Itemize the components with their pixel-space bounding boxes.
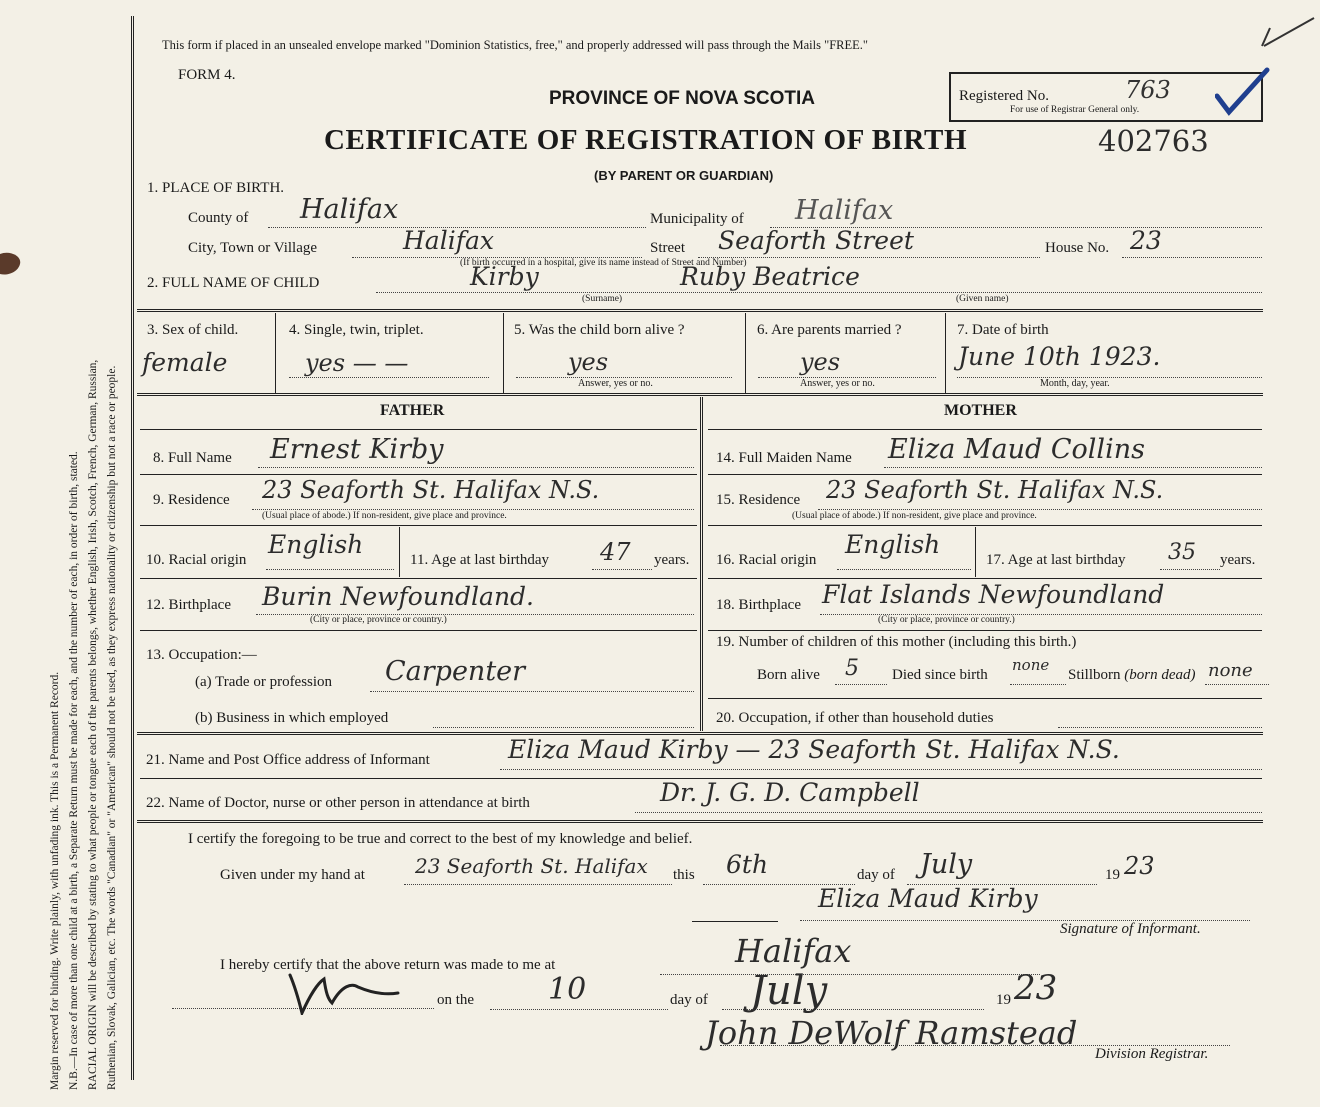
- father-residence-label: 9. Residence: [153, 492, 230, 508]
- given-day-value: 6th: [726, 850, 769, 879]
- single-value: yes — —: [305, 349, 409, 377]
- municipality-value: Halifax: [795, 195, 894, 226]
- row-line-d-left: [140, 578, 697, 579]
- divider-4: [137, 820, 1263, 823]
- row-line-b-right: [708, 474, 1262, 475]
- row-line-b-left: [140, 474, 697, 475]
- row-line-a-left: [140, 429, 697, 430]
- margin-line-4: Ruthenian, Slovak, Galician, etc. The words "Canadian" or "American" should not be used, as they express nationality or citizenship but not a race or people.: [106, 365, 118, 1090]
- mother-residence-label: 15. Residence: [716, 492, 801, 508]
- certificate-subtitle: (BY PARENT OR GUARDIAN): [594, 168, 774, 183]
- center-divider: [700, 397, 703, 731]
- father-birthplace-value: Burin Newfoundland.: [262, 582, 534, 611]
- corner-check-icon: [1260, 12, 1316, 52]
- doctor-value: Dr. J. G. D. Campbell: [660, 778, 920, 807]
- registrar-signature: John DeWolf Ramstead: [705, 1014, 1078, 1052]
- alive-label: 5. Was the child born alive ?: [514, 322, 685, 338]
- father-age-label: 11. Age at last birthday: [410, 552, 549, 568]
- given-label: Given under my hand at: [220, 867, 365, 883]
- married-label: 6. Are parents married ?: [757, 322, 902, 338]
- street-line: [698, 257, 1040, 258]
- registrar-only-note: For use of Registrar General only.: [1010, 105, 1140, 115]
- row-line-d-right: [708, 578, 1262, 579]
- house-value: 23: [1130, 226, 1162, 255]
- father-name-value: Ernest Kirby: [270, 434, 444, 465]
- registrar-on-the-label: on the: [437, 992, 475, 1008]
- children-count-label: 19. Number of children of this mother (including this birth.): [716, 634, 1077, 650]
- city-value: Halifax: [403, 226, 494, 255]
- mother-racial-line: [837, 569, 971, 570]
- mother-birthplace-value: Flat Islands Newfoundland: [822, 580, 1165, 609]
- mother-age-label: 17. Age at last birthday: [986, 552, 1126, 568]
- trade-label: (a) Trade or profession: [195, 674, 333, 690]
- city-label: City, Town or Village: [188, 240, 318, 256]
- mother-name-value: Eliza Maud Collins: [888, 434, 1145, 465]
- col-div-1: [275, 313, 276, 393]
- married-value: yes: [800, 348, 841, 376]
- divider-1: [137, 309, 1263, 312]
- surname-note: (Surname): [582, 294, 623, 304]
- informant-value: Eliza Maud Kirby — 23 Seaforth St. Halifax N.S.: [508, 735, 1120, 764]
- street-value: Seaforth Street: [718, 226, 914, 255]
- mother-abode-note: (Usual place of abode.) If non-resident, give place and province.: [792, 511, 1037, 521]
- child-name-label: 2. FULL NAME OF CHILD: [147, 275, 320, 291]
- registrar-day-line: [490, 1009, 668, 1010]
- binding-line: [131, 16, 134, 1080]
- registrar-day-value: 10: [548, 972, 587, 1007]
- house-label: House No.: [1045, 240, 1110, 256]
- trade-value: Carpenter: [385, 656, 526, 687]
- house-line: [1122, 257, 1262, 258]
- occupation-label: 13. Occupation:—: [146, 647, 257, 663]
- stillborn-text: Stillborn: [1068, 667, 1121, 683]
- registrar-month-value: July: [750, 968, 828, 1014]
- mother-name-label: 14. Full Maiden Name: [716, 450, 852, 466]
- ink-blot: [0, 250, 24, 280]
- row-line-f-right: [708, 698, 1262, 699]
- alive-value: yes: [568, 348, 609, 376]
- mother-residence-value: 23 Seaforth St. Halifax N.S.: [826, 476, 1164, 504]
- given-this-label: this: [673, 867, 695, 883]
- registrar-statement: I hereby certify that the above return was made to me at: [220, 957, 556, 973]
- row-line-a-right: [708, 429, 1262, 430]
- registrar-year-value: 23: [1014, 968, 1058, 1008]
- mother-age-value: 35: [1168, 540, 1196, 565]
- county-value: Halifax: [300, 194, 399, 225]
- given-month-value: July: [920, 849, 973, 880]
- registered-label: Registered No.: [959, 88, 1049, 104]
- col-div-4: [945, 313, 946, 393]
- dob-note: Month, day, year.: [1040, 378, 1110, 389]
- dob-label: 7. Date of birth: [957, 322, 1049, 338]
- father-birthplace-note: (City or place, province or country.): [310, 615, 447, 625]
- father-name-line: [258, 467, 694, 468]
- died-line: [1010, 684, 1066, 685]
- informant-signature-label: Signature of Informant.: [1060, 921, 1201, 937]
- mother-age-divider: [975, 527, 976, 577]
- stillborn-line: [1205, 684, 1269, 685]
- margin-notes: [46, 10, 122, 1090]
- row-line-c-left: [140, 525, 697, 526]
- col-div-3: [745, 313, 746, 393]
- row-line-c-right: [708, 525, 1262, 526]
- informant-signature: Eliza Maud Kirby: [818, 884, 1038, 913]
- county-label: County of: [188, 210, 249, 226]
- municipality-label: Municipality of: [650, 211, 744, 227]
- father-age-divider: [399, 527, 400, 577]
- given-name-note: (Given name): [956, 294, 1009, 304]
- col-div-2: [503, 313, 504, 393]
- alive-note: Answer, yes or no.: [578, 378, 653, 389]
- sex-label: 3. Sex of child.: [147, 322, 239, 338]
- informant-label: 21. Name and Post Office address of Informant: [146, 752, 430, 768]
- margin-line-2: N.B.—In case of more than one child at a birth, a Separate Return must be made for each, and the number of each, in order of birth, stated.: [68, 451, 80, 1090]
- mother-years: years.: [1220, 552, 1256, 568]
- father-age-value: 47: [600, 538, 631, 566]
- father-age-line: [592, 569, 652, 570]
- margin-line-3: RACIAL ORIGIN will be described by stating to what people or tongue each of the parents belongs, whether English, Irish, Scotch, French, German, Russian,: [87, 359, 99, 1090]
- dob-value: June 10th 1923.: [958, 342, 1161, 371]
- mother-heading: MOTHER: [944, 402, 1017, 419]
- father-name-label: 8. Full Name: [153, 450, 232, 466]
- died-value: none: [1012, 656, 1050, 674]
- father-years: years.: [654, 552, 690, 568]
- single-line: [289, 377, 489, 378]
- certify-short-line: [692, 921, 778, 922]
- certificate-title: CERTIFICATE OF REGISTRATION OF BIRTH: [324, 124, 968, 156]
- row-line-e-left: [140, 630, 697, 631]
- father-racial-label: 10. Racial origin: [146, 552, 247, 568]
- born-alive-line: [835, 684, 887, 685]
- born-alive-value: 5: [845, 656, 859, 681]
- married-note: Answer, yes or no.: [800, 378, 875, 389]
- child-given-names: Ruby Beatrice: [680, 262, 860, 291]
- given-year-value: 23: [1124, 852, 1155, 880]
- form-number: FORM 4.: [178, 67, 236, 83]
- registrar-initial-mark: [282, 965, 402, 1015]
- doctor-label: 22. Name of Doctor, nurse or other person in attendance at birth: [146, 795, 530, 811]
- divider-2: [137, 393, 1263, 396]
- died-label: Died since birth: [892, 667, 988, 683]
- child-name-line: [376, 292, 1262, 293]
- registrar-year-prefix: 19: [996, 992, 1011, 1008]
- mail-notice: This form if placed in an unsealed envelope marked "Dominion Statistics, free," and properly addressed will pass through the Mails "FREE.": [162, 38, 869, 52]
- registrar-place-line: [660, 974, 1040, 975]
- trade-line: [370, 691, 694, 692]
- child-surname: Kirby: [470, 262, 539, 291]
- street-label: Street: [650, 240, 685, 256]
- mother-age-line: [1160, 569, 1220, 570]
- father-racial-line: [266, 569, 394, 570]
- mother-occupation-label: 20. Occupation, if other than household duties: [716, 710, 994, 726]
- hospital-note: (If birth occurred in a hospital, give its name instead of Street and Number): [460, 258, 747, 268]
- sex-value: female: [142, 348, 228, 377]
- father-abode-note: (Usual place of abode.) If non-resident, give place and province.: [262, 511, 507, 521]
- mother-birthplace-note: (City or place, province or country.): [878, 615, 1015, 625]
- province-heading: PROVINCE OF NOVA SCOTIA: [549, 88, 816, 109]
- doctor-line: [635, 812, 1262, 813]
- mother-occupation-line: [1058, 727, 1262, 728]
- certificate-number: 402763: [1098, 124, 1209, 158]
- father-heading: FATHER: [380, 402, 445, 419]
- mother-residence-line: [818, 509, 1262, 510]
- informant-line: [500, 769, 1262, 770]
- given-year-prefix: 19: [1105, 867, 1120, 883]
- stillborn-label: [1068, 667, 1196, 684]
- mother-racial-label: 16. Racial origin: [716, 552, 817, 568]
- certify-statement: I certify the foregoing to be true and correct to the best of my knowledge and belief.: [188, 831, 693, 847]
- registrar-place-value: Halifax: [735, 932, 852, 970]
- father-birthplace-label: 12. Birthplace: [146, 597, 231, 613]
- registrar-day-of-label: day of: [670, 992, 708, 1008]
- father-residence-value: 23 Seaforth St. Halifax N.S.: [262, 476, 600, 504]
- stillborn-note: (born dead): [1124, 667, 1196, 683]
- registered-number: 763: [1125, 76, 1171, 104]
- father-residence-line: [252, 509, 694, 510]
- row-line-e-right: [708, 630, 1262, 631]
- given-place-line: [404, 884, 672, 885]
- check-mark-icon: [1215, 66, 1275, 116]
- mother-name-line: [884, 467, 1262, 468]
- business-line: [433, 727, 694, 728]
- born-alive-label: Born alive: [757, 667, 820, 683]
- mother-birthplace-label: 18. Birthplace: [716, 597, 801, 613]
- business-label: (b) Business in which employed: [195, 710, 389, 726]
- stillborn-value: none: [1208, 660, 1253, 681]
- registrar-signature-label: Division Registrar.: [1095, 1046, 1209, 1062]
- given-day-label: day of: [857, 867, 895, 883]
- father-racial-value: English: [268, 530, 364, 559]
- mother-racial-value: English: [845, 530, 941, 559]
- place-heading: 1. PLACE OF BIRTH.: [147, 180, 285, 196]
- margin-line-1: Margin reserved for binding. Write plainly, with unfading ink. This is a Permanent Record.: [49, 671, 61, 1090]
- single-label: 4. Single, twin, triplet.: [289, 322, 424, 338]
- given-place-value: 23 Seaforth St. Halifax: [415, 854, 648, 878]
